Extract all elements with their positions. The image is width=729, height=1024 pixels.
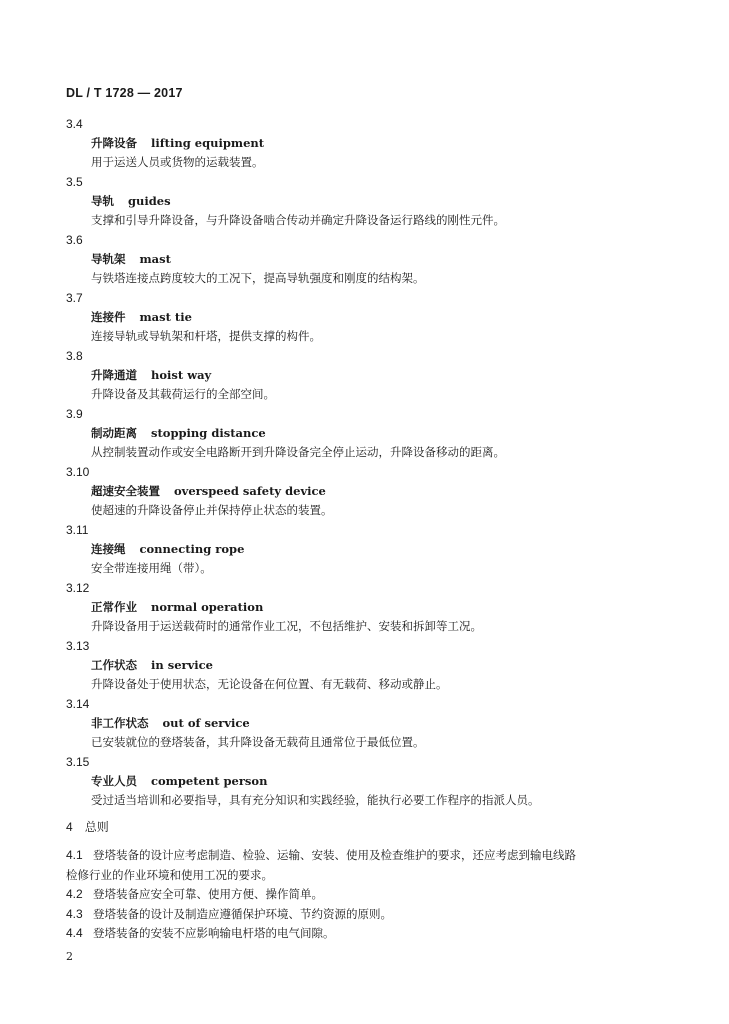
term-definition: 已安装就位的登塔装备，其升降设备无载荷且通常位于最低位置。 xyxy=(91,735,425,749)
clause-number: 4.2 xyxy=(66,887,83,901)
term-chinese: 制动距离 xyxy=(91,426,137,440)
term-entry xyxy=(66,694,666,752)
term-heading xyxy=(66,308,666,327)
term-heading xyxy=(66,656,666,675)
term-definition: 受过适当培训和必要指导，具有充分知识和实践经验，能执行必要工作程序的指派人员。 xyxy=(91,793,540,807)
clause-text: 登塔装备应安全可靠、使用方便、操作简单。 xyxy=(93,887,323,901)
entry-number: 3.6 xyxy=(66,233,83,247)
term-definition: 支撑和引导升降设备，与升降设备啮合传动并确定升降设备运行路线的刚性元件。 xyxy=(91,213,505,227)
term-chinese: 连接绳 xyxy=(91,542,126,556)
term-entry xyxy=(66,404,666,462)
term-chinese: 导轨 xyxy=(91,194,114,208)
term-definition: 安全带连接用绳（带）。 xyxy=(91,561,212,575)
term-english: connecting rope xyxy=(139,542,245,556)
clause xyxy=(66,846,666,866)
term-english: mast xyxy=(139,252,171,266)
page-content xyxy=(66,114,666,944)
term-english: stopping distance xyxy=(151,426,266,440)
term-heading xyxy=(66,772,666,791)
term-definition: 用于运送人员或货物的运载装置。 xyxy=(91,155,264,169)
clause-text: 登塔装备的安装不应影响输电杆塔的电气间隙。 xyxy=(93,926,335,940)
entry-number: 3.11 xyxy=(66,523,89,537)
term-entry xyxy=(66,636,666,694)
term-english: normal operation xyxy=(151,600,264,614)
clause-number: 4.4 xyxy=(66,926,83,940)
clause-number: 4.3 xyxy=(66,906,83,921)
term-chinese: 工作状态 xyxy=(91,658,137,672)
term-chinese: 超速安全装置 xyxy=(91,484,160,498)
term-entry xyxy=(66,578,666,636)
clause-number: 4.1 xyxy=(66,848,83,862)
document-code-header: DL / T 1728 — 2017 xyxy=(66,86,183,100)
entry-number: 3.9 xyxy=(66,407,83,421)
term-heading xyxy=(66,366,666,385)
term-heading xyxy=(66,714,666,733)
entry-number: 3.14 xyxy=(66,697,90,711)
entry-number: 3.15 xyxy=(66,755,90,769)
entry-number: 3.7 xyxy=(66,291,83,305)
term-entry xyxy=(66,346,666,404)
term-entry xyxy=(66,752,666,810)
term-entry xyxy=(66,462,666,520)
entry-number: 3.4 xyxy=(66,117,83,131)
term-chinese: 导轨架 xyxy=(91,252,126,266)
clause-text: 登塔装备的设计及制造应遵循保护环境、节约资源的原则。 xyxy=(93,906,392,921)
term-english: lifting equipment xyxy=(151,136,265,150)
entry-number: 3.12 xyxy=(66,581,90,595)
term-chinese: 非工作状态 xyxy=(91,716,149,730)
term-chinese: 升降设备 xyxy=(91,136,137,150)
entry-number: 3.10 xyxy=(66,465,90,479)
entry-number: 3.13 xyxy=(66,639,90,653)
term-heading xyxy=(66,540,666,559)
clause xyxy=(66,885,666,905)
term-heading xyxy=(66,482,666,501)
entry-number: 3.8 xyxy=(66,349,83,363)
term-heading xyxy=(66,598,666,617)
entry-number: 3.5 xyxy=(66,175,83,189)
clause xyxy=(66,905,666,925)
term-english: mast tie xyxy=(139,310,192,324)
section-title: 总则 xyxy=(84,820,109,834)
term-entry xyxy=(66,172,666,230)
clause-list xyxy=(66,846,666,944)
term-definition: 使超速的升降设备停止并保持停止状态的装置。 xyxy=(91,503,333,517)
term-heading xyxy=(66,250,666,269)
term-definition: 从控制装置动作或安全电路断开到升降设备完全停止运动，升降设备移动的距离。 xyxy=(91,445,505,459)
term-english: overspeed safety device xyxy=(174,484,326,498)
section-heading xyxy=(66,816,666,838)
term-english: guides xyxy=(128,194,171,208)
term-english: hoist way xyxy=(151,368,212,382)
term-entry xyxy=(66,520,666,578)
term-chinese: 正常作业 xyxy=(91,600,137,614)
term-definition: 与铁塔连接点跨度较大的工况下，提高导轨强度和刚度的结构架。 xyxy=(91,271,425,285)
clause xyxy=(66,924,666,944)
term-heading xyxy=(66,424,666,443)
page-number: 2 xyxy=(66,950,73,963)
term-entries xyxy=(66,114,666,810)
term-english: in service xyxy=(151,658,213,672)
clause-text: 登塔装备的设计应考虑制造、检验、运输、安装、使用及检查维护的要求，还应考虑到输电线路 xyxy=(93,848,576,862)
term-entry xyxy=(66,114,666,172)
term-definition: 连接导轨或导轨架和杆塔，提供支撑的构件。 xyxy=(91,329,321,343)
term-definition: 升降设备处于使用状态，无论设备在何位置、有无载荷、移动或静止。 xyxy=(91,677,448,691)
term-entry xyxy=(66,288,666,346)
clause-continuation: 检修行业的作业环境和使用工况的要求。 xyxy=(66,867,273,882)
term-definition: 升降设备用于运送载荷时的通常作业工况，不包括维护、安装和拆卸等工况。 xyxy=(91,619,482,633)
term-english: competent person xyxy=(151,774,268,788)
term-entry xyxy=(66,230,666,288)
term-chinese: 连接件 xyxy=(91,310,126,324)
section-number: 4 xyxy=(66,820,73,834)
term-chinese: 专业人员 xyxy=(91,774,137,788)
term-english: out of service xyxy=(162,716,250,730)
term-definition: 升降设备及其载荷运行的全部空间。 xyxy=(91,387,275,401)
term-heading xyxy=(66,192,666,211)
term-chinese: 升降通道 xyxy=(91,368,137,382)
term-heading xyxy=(66,134,666,153)
